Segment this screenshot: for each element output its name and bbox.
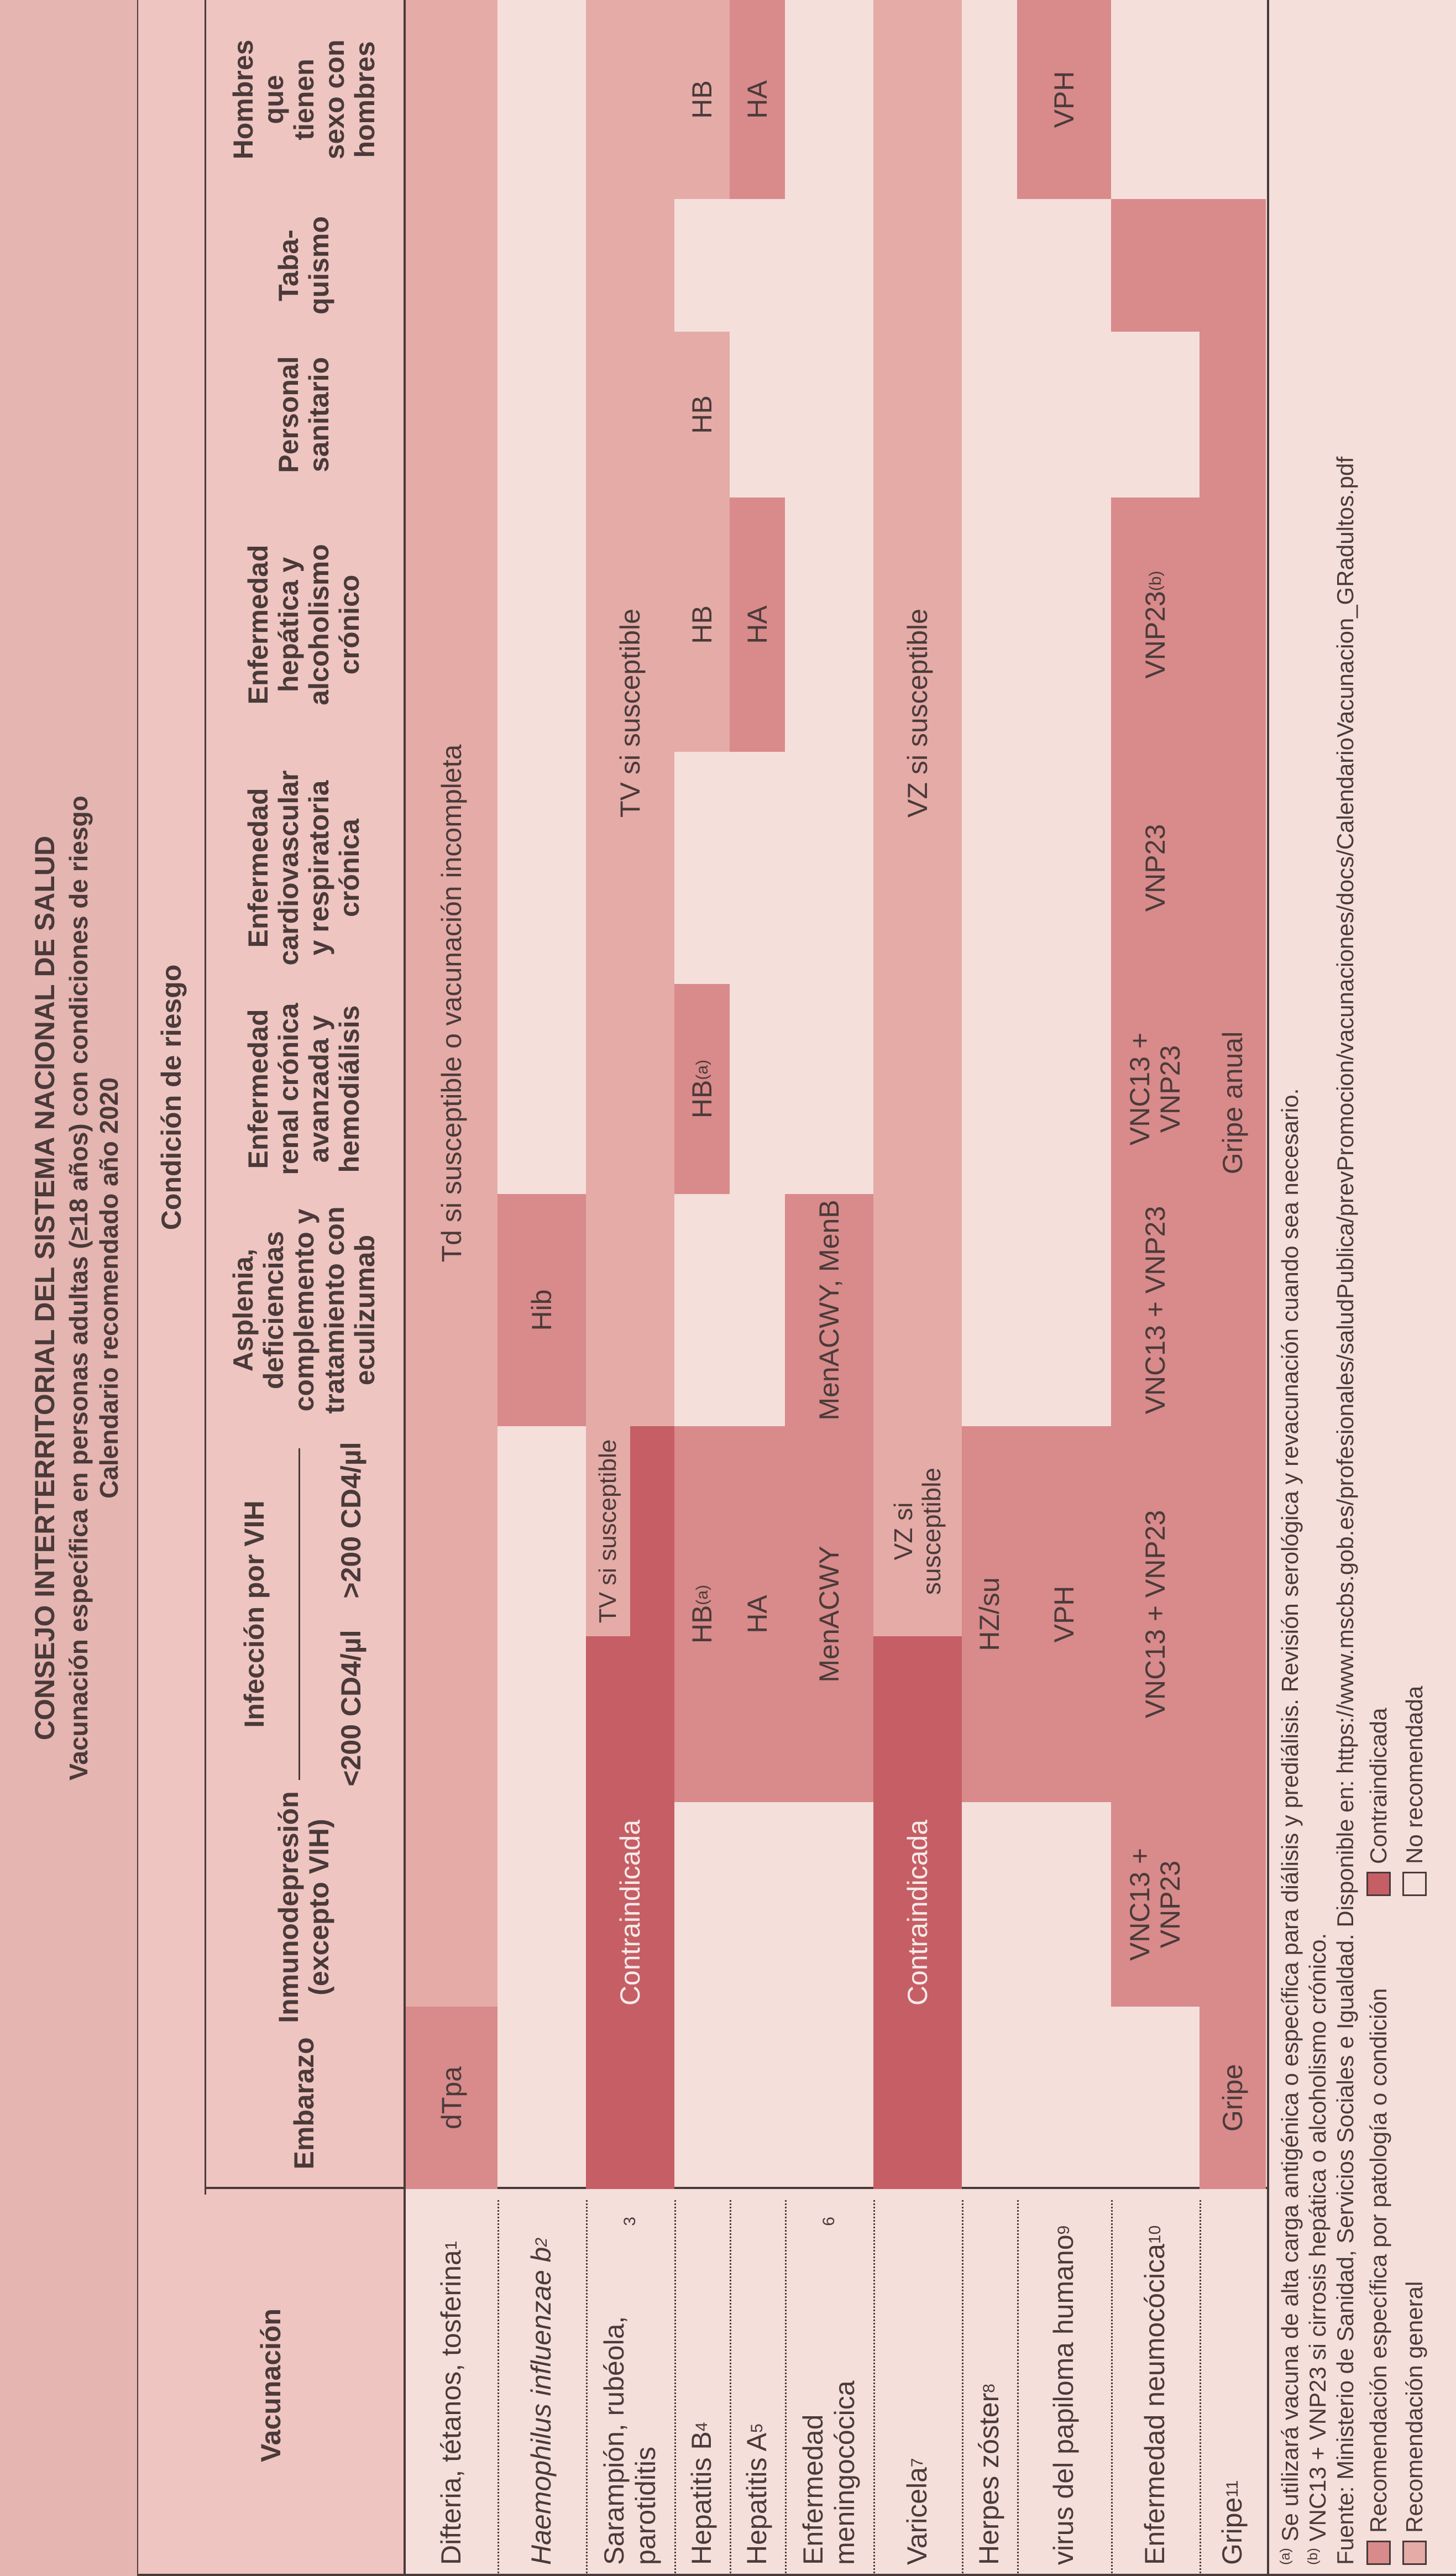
row-separator <box>962 2200 963 2576</box>
row-label-hepatitis-b: Hepatitis B 4 <box>686 2422 717 2565</box>
legend-label: Recomendación general <box>1401 2281 1427 2533</box>
header-vih-high: >200 CD4/µl <box>335 1442 366 1599</box>
cell-neumo-asplenia: VNC13 + VNP23 <box>1111 1194 1200 1426</box>
cell-vph-hsh: VPH <box>1017 0 1111 199</box>
header-tabaquismo: Taba- quismo <box>273 216 334 315</box>
row-label-herpes: Herpes zóster 8 <box>973 2384 1005 2565</box>
cell-hb-renal: HB (a) <box>674 984 730 1194</box>
cell-ha-vih: HA <box>730 1426 785 1802</box>
cell-neumo-hepatica: VNP23 (b) <box>1111 498 1200 752</box>
header-cardio: Enfermedad cardiovascular y respiratoria crónica <box>243 770 365 966</box>
row-label-sarampion: Sarampión, rubéola, parotiditis 3 <box>598 2217 661 2565</box>
cell-neumo-inmuno: VNC13 + VNP23 <box>1111 1802 1200 2007</box>
title-line-1: CONSEJO INTERTERRITORIAL DEL SISTEMA NACIONAL DE SALUD <box>29 835 60 1741</box>
column-divider <box>205 2187 1267 2189</box>
row-label-gripe: Gripe 11 <box>1217 2480 1248 2565</box>
cell-hb-hsh: HB <box>674 0 730 199</box>
row-label-varicela: Varicela 7 <box>902 2458 933 2565</box>
legend-label: Contraindicada <box>1365 1708 1391 1864</box>
cell-vph-vih: VPH <box>1017 1426 1111 1802</box>
legend-item <box>1401 1686 1428 1896</box>
row-label-hib: Haemophilus influenzae b 2 <box>526 2237 557 2565</box>
legend-swatch <box>1402 2541 1427 2565</box>
row-label-hepatitis-a: Hepatitis A 5 <box>741 2423 773 2565</box>
cell-dtpa: dTpa <box>406 2007 497 2189</box>
row-separator <box>730 2200 731 2576</box>
cell-hb-hepatica: HB <box>674 498 730 752</box>
legend-label: No recomendada <box>1401 1685 1427 1864</box>
cell-hib: Hib <box>497 1194 586 1426</box>
header-hsh: Hombres que tienen sexo con hombres <box>227 39 380 160</box>
title-line-2: Vacunación específica en personas adultas (≥18 años) con condiciones de riesgo <box>64 795 93 1781</box>
row-separator <box>497 2200 499 2576</box>
row-label-meningococica: Enfermedad meningocócica 6 <box>797 2217 860 2565</box>
row-separator <box>1111 2200 1113 2576</box>
cell-tv-2: TV si susceptible <box>586 0 674 1426</box>
cell-menacwy-menb: MenACWY, MenB <box>785 1194 873 1426</box>
legend-item <box>1365 1988 1392 2565</box>
legend-swatch <box>1366 2541 1391 2565</box>
header-asplenia: Asplenia, deficiencias complemento y tratamiento con eculizumab <box>227 1206 380 1414</box>
cell-tv-1: TV si susceptible <box>586 1426 630 1636</box>
header-condicion-riesgo: Condición de riesgo <box>155 964 187 1231</box>
cell-contraindicada-2: Contraindicada <box>873 1636 962 2189</box>
cell-neumo-tabaquismo <box>1111 199 1200 332</box>
header-renal: Enfermedad renal crónica avanzada y hemodiálisis <box>243 1003 365 1175</box>
row-label-neumococica: Enfermedad neumocócica 10 <box>1139 2225 1171 2565</box>
header-vih-low: <200 CD4/µl <box>335 1630 366 1787</box>
cell-vz-2: VZ si susceptible <box>873 0 962 1426</box>
header-vacunacion: Vacunación <box>255 2308 286 2462</box>
row-separator <box>674 2200 676 2576</box>
header-sanitario: Personal sanitario <box>273 356 334 473</box>
cell-ha-hsh: HA <box>730 0 785 199</box>
footnote-b: $^{(b)}$ VNC13 + VNP23 si cirrosis hepática o alcoholismo crónico. <box>1305 1933 1331 2565</box>
footnote-source: Fuente: Ministerio de Sanidad, Servicios Sociales e Igualdad. Disponible en: https://www.mscbs.gob.es/profesionales/saludPublica/prevPromocion/vacunaciones/docs/CalendarioVacunacion_GRadultos.pdf <box>1332 456 1358 2565</box>
cell-hb-vih: HB (a) <box>674 1426 730 1802</box>
footnote-a: $^{(a)}$ Se utilizará vacuna de alta carga antigénica o específica para diálisis y prediálisis. Revisión serológica y revacunación cuando sea necesario. <box>1277 1088 1303 2565</box>
header-hepatica: Enfermedad hepática y alcoholismo crónico <box>243 544 365 705</box>
cell-td: Td si susceptible o vacunación incompleta <box>406 0 497 2007</box>
cell-neumo-renal: VNC13 + VNP23 <box>1111 984 1200 1194</box>
cell-neumo-vih: VNC13 + VNP23 <box>1111 1426 1200 1802</box>
row-separator <box>1017 2200 1019 2576</box>
header-vih-divider <box>298 1448 300 1780</box>
row-label-difteria: Difteria, tétanos, tosferina 1 <box>436 2240 467 2565</box>
row-separator <box>1200 2200 1201 2576</box>
row-separator <box>873 2200 875 2576</box>
header-vih: Infección por VIH <box>238 1500 270 1728</box>
cell-ha-hepatica: HA <box>730 498 785 752</box>
legend-label: Recomendación específica por patología o condición <box>1365 1988 1391 2533</box>
cell-neumo-cardio: VNP23 <box>1111 752 1200 984</box>
cell-menacwy: MenACWY <box>785 1426 873 1802</box>
cell-gripe-anual: Gripe anual <box>1200 199 1266 2007</box>
cell-hz: HZ/su <box>962 1426 1017 1802</box>
legend-swatch <box>1366 1872 1391 1896</box>
legend-item <box>1401 2281 1428 2565</box>
legend-swatch <box>1402 1872 1427 1896</box>
body-bottom-divider <box>1267 0 1269 2576</box>
header-embarazo: Embarazo <box>288 2037 320 2170</box>
row-label-vph: virus del papiloma humano 9 <box>1048 2225 1080 2565</box>
cell-gripe: Gripe <box>1200 2007 1266 2189</box>
cell-contraindicada-1: Contraindicada <box>586 1636 674 2189</box>
row-separator <box>785 2200 787 2576</box>
legend-item <box>1365 1708 1392 1896</box>
title-line-3: Calendario recomendado año 2020 <box>95 1077 123 1499</box>
header-inmunodepresion: Inmunodepresión (excepto VIH) <box>273 1791 334 2023</box>
cell-hb-sanitario: HB <box>674 332 730 498</box>
cell-vz-1: VZ si susceptible <box>873 1426 962 1636</box>
row-separator <box>586 2200 588 2576</box>
